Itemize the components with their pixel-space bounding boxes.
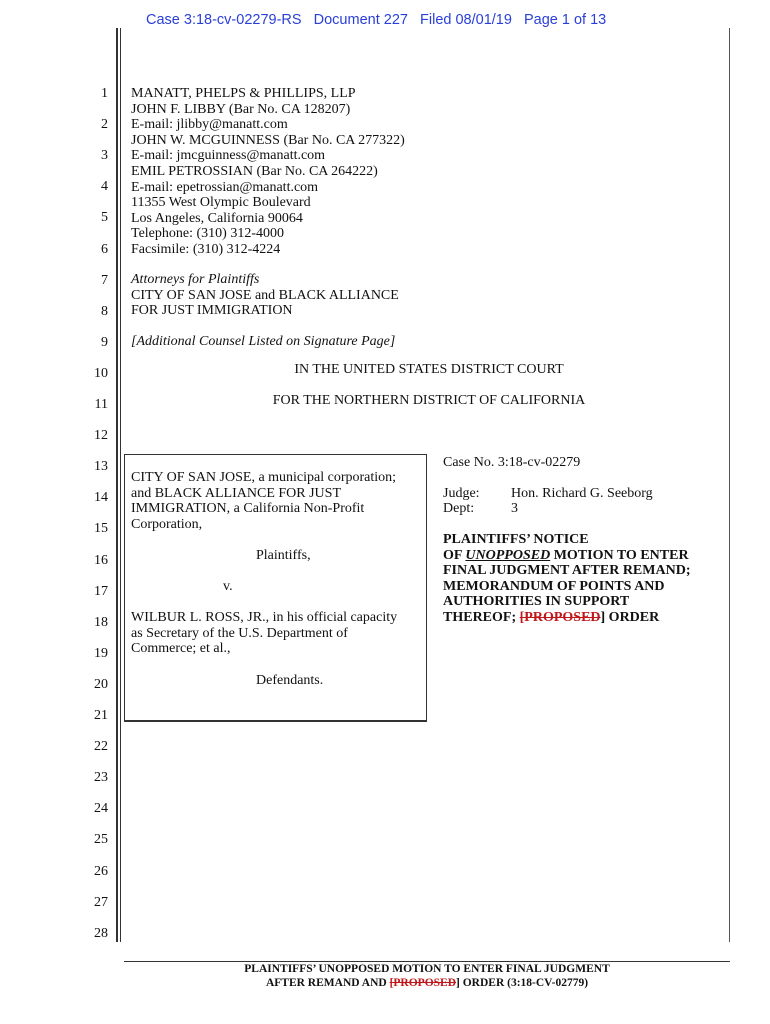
title-text: MOTION TO ENTER	[550, 547, 689, 563]
title-line: AUTHORITIES IN SUPPORT	[443, 594, 630, 610]
line-number: 26	[94, 863, 108, 879]
case-number: Case No. 3:18-cv-02279	[443, 455, 581, 470]
attorneys-for: Attorneys for Plaintiffs	[131, 272, 260, 287]
line-number: 8	[101, 303, 108, 319]
footer-line-1: PLAINTIFFS’ UNOPPOSED MOTION TO ENTER FINAL JUDGMENT	[244, 963, 610, 975]
dept-value: 3	[511, 501, 518, 516]
footer-text: ] ORDER (3:18-CV-02779)	[456, 977, 589, 989]
line-number: 25	[94, 832, 108, 848]
line-number: 28	[94, 925, 108, 941]
line-number: 6	[101, 241, 108, 257]
plaintiffs-label: Plaintiffs,	[256, 548, 311, 563]
right-margin-rule	[729, 28, 730, 942]
line-number: 24	[94, 801, 108, 817]
left-margin-rule-inner	[120, 28, 121, 942]
counsel-line: Telephone: (310) 312-4000	[131, 226, 284, 242]
unopposed-emphasis: UNOPPOSED	[465, 547, 551, 563]
title-text: ] ORDER	[600, 609, 660, 625]
line-number: 1	[101, 86, 108, 101]
court-name: IN THE UNITED STATES DISTRICT COURT	[294, 362, 564, 377]
title-line	[443, 548, 690, 564]
line-number: 12	[94, 428, 108, 444]
court-district: FOR THE NORTHERN DISTRICT OF CALIFORNIA	[272, 393, 586, 408]
counsel-line: MANATT, PHELPS & PHILLIPS, LLP	[131, 86, 356, 101]
line-number: 11	[94, 397, 108, 412]
title-text: THEREOF;	[443, 609, 520, 625]
plaintiffs-name-line: FOR JUST IMMIGRATION	[131, 303, 293, 319]
judge-value: Hon. Richard G. Seeborg	[511, 486, 653, 501]
title-text: OF	[443, 547, 466, 563]
defendants-label: Defendants.	[256, 673, 324, 688]
line-number: 21	[94, 708, 108, 723]
left-margin-rule	[116, 28, 118, 942]
line-number: 2	[101, 117, 108, 133]
counsel-line: E-mail: jmcguinness@manatt.com	[131, 148, 326, 164]
line-number: 14	[94, 490, 108, 506]
caption-line: Commerce; et al.,	[131, 641, 231, 657]
versus: v.	[223, 579, 233, 594]
plaintiffs-caption	[131, 470, 396, 532]
counsel-line: JOHN W. MCGUINNESS (Bar No. CA 277322)	[131, 132, 405, 148]
additional-counsel: [Additional Counsel Listed on Signature Page]	[131, 334, 396, 349]
footer-rule	[124, 961, 730, 962]
title-line	[443, 610, 690, 626]
counsel-line: 11355 West Olympic Boulevard	[131, 195, 311, 211]
counsel-line: E-mail: jlibby@manatt.com	[131, 117, 288, 133]
caption-line: WILBUR L. ROSS, JR., in his official capacity	[131, 610, 398, 625]
line-number: 27	[94, 894, 108, 910]
line-number: 7	[101, 272, 108, 288]
line-number: 13	[94, 459, 108, 475]
line-number: 17	[94, 583, 108, 599]
caption-line: and BLACK ALLIANCE FOR JUST	[131, 485, 342, 501]
counsel-line: Facsimile: (310) 312-4224	[131, 241, 281, 257]
counsel-line: Los Angeles, California 90064	[131, 210, 303, 226]
line-number: 22	[94, 739, 108, 755]
footer-struck-proposed: [PROPOSED	[389, 977, 457, 989]
judge-label: Judge:	[443, 486, 480, 501]
footer-line-2	[124, 977, 730, 989]
line-number: 15	[94, 521, 108, 537]
line-number: 10	[94, 365, 108, 381]
caption-line: Corporation,	[131, 516, 203, 532]
caption-line: CITY OF SAN JOSE, a municipal corporation;	[131, 470, 397, 485]
title-line: PLAINTIFFS’ NOTICE	[443, 532, 589, 547]
plaintiffs-name-line: CITY OF SAN JOSE and BLACK ALLIANCE	[131, 287, 399, 303]
line-number: 3	[101, 148, 108, 164]
counsel-line: JOHN F. LIBBY (Bar No. CA 128207)	[131, 101, 351, 117]
document-title	[443, 532, 690, 626]
caption-box-left-edge	[124, 454, 125, 721]
counsel-line: EMIL PETROSSIAN (Bar No. CA 264222)	[131, 163, 378, 179]
document-header: Case 3:18-cv-02279-RS Document 227 Filed 08/01/19 Page 1 of 13	[146, 12, 607, 28]
line-number: 5	[101, 210, 108, 226]
dept-label: Dept:	[443, 501, 475, 516]
line-number: 19	[94, 645, 108, 661]
title-line: MEMORANDUM OF POINTS AND	[443, 578, 665, 594]
attorneys-for-block	[131, 272, 399, 319]
caption-line: as Secretary of the U.S. Department of	[131, 625, 348, 641]
line-number: 4	[101, 179, 108, 195]
line-number: 23	[94, 770, 108, 786]
footer-text: AFTER REMAND AND	[265, 977, 390, 989]
line-number: 20	[94, 676, 108, 692]
defendants-caption	[131, 610, 397, 657]
title-line: FINAL JUDGMENT AFTER REMAND;	[443, 563, 691, 579]
counsel-block	[131, 86, 405, 258]
line-number: 18	[94, 614, 108, 630]
counsel-line: E-mail: epetrossian@manatt.com	[131, 179, 319, 195]
line-number: 9	[101, 334, 108, 350]
line-number: 16	[94, 552, 108, 568]
caption-line: IMMIGRATION, a California Non-Profit	[131, 501, 365, 517]
struck-proposed: [PROPOSED	[519, 609, 601, 625]
